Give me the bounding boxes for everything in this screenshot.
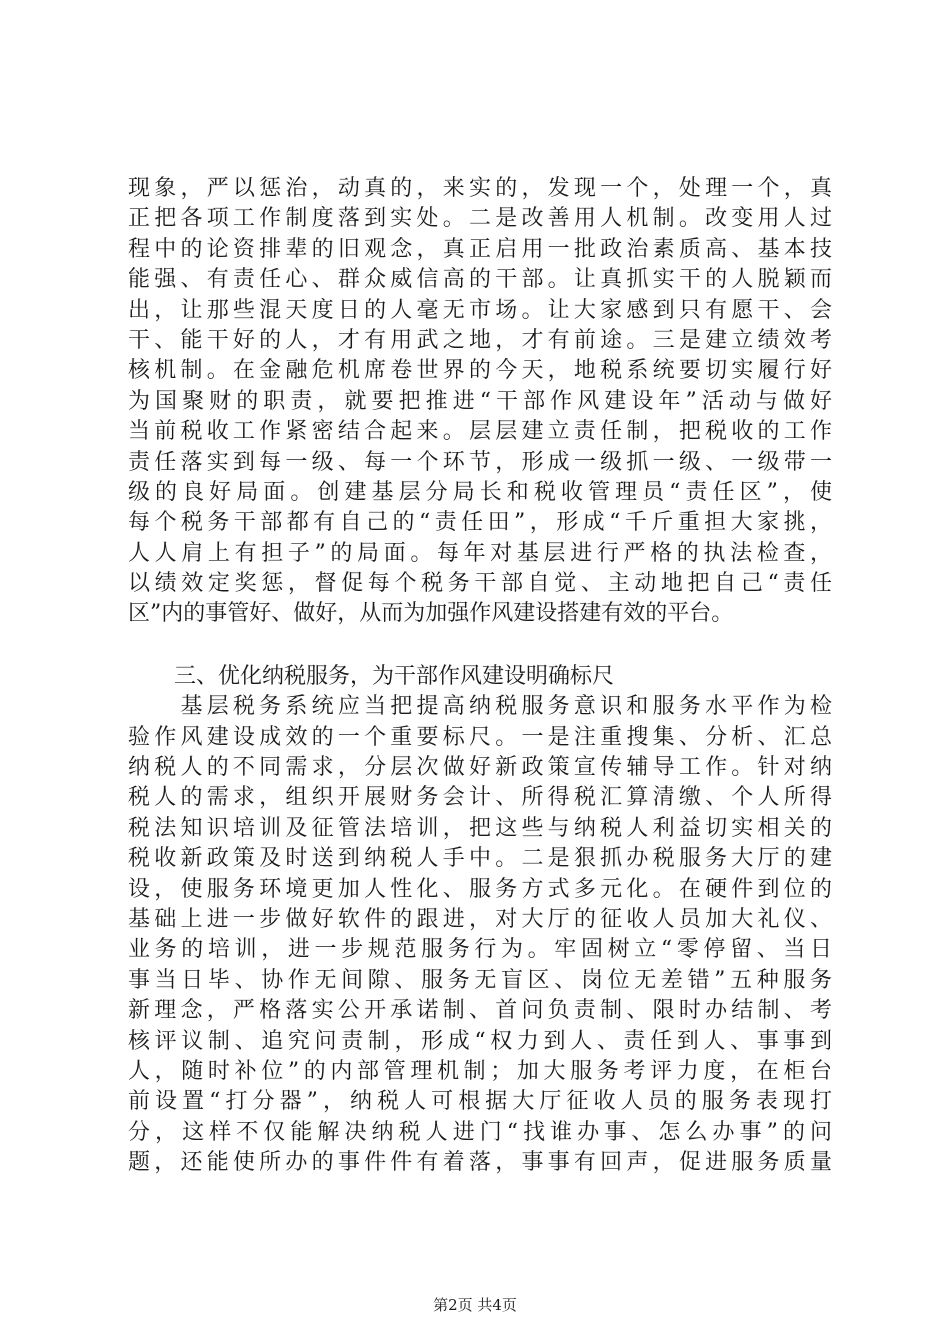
paragraph-tax-service: [128, 692, 832, 1178]
text-line: 基础上进一步做好软件的跟进，对大厅的征收人员加大礼仪、: [128, 906, 832, 932]
text-line: 人人肩上有担子”的局面。每年对基层进行严格的执法检查，: [128, 540, 832, 566]
text-line: 税人的需求，组织开展财务会计、所得税汇算清缴、个人所得: [128, 785, 832, 811]
text-line: 每个税务干部都有自己的“责任田”，形成“千斤重担大家挑，: [128, 510, 832, 536]
text-line: 业务的培训，进一步规范服务行为。牢固树立“零停留、当日: [128, 937, 832, 963]
text-line: 正把各项工作制度落到实处。二是改善用人机制。改变用人过: [128, 206, 832, 232]
text-line: 程中的论资排辈的旧观念，真正启用一批政治素质高、基本技: [128, 236, 832, 262]
text-line: 责任落实到每一级、每一个环节，形成一级抓一级、一级带一: [128, 449, 832, 475]
text-line: 级的良好局面。创建基层分局长和税收管理员“责任区”，使: [128, 479, 832, 505]
section-heading-text: 三、优化纳税服务，为干部作风建设明确标尺: [174, 663, 615, 689]
text-line: 为国聚财的职责，就要把推进“干部作风建设年”活动与做好: [128, 388, 832, 414]
text-line: 事当日毕、协作无间隙、服务无盲区、岗位无差错”五种服务: [128, 967, 832, 993]
text-line: 税法知识培训及征管法培训，把这些与纳税人利益切实相关的: [128, 815, 832, 841]
section-heading: [128, 662, 832, 692]
text-line: 当前税收工作紧密结合起来。层层建立责任制，把税收的工作: [128, 419, 832, 445]
text-line: 设，使服务环境更加人性化、服务方式多元化。在硬件到位的: [128, 876, 832, 902]
text-line: 区”内的事管好、做好，从而为加强作风建设搭建有效的平台。: [128, 601, 734, 627]
text-line: 核评议制、追究问责制，形成“权力到人、责任到人、事事到: [128, 1028, 832, 1054]
document-body: [128, 174, 832, 1179]
text-line: 新理念，严格落实公开承诺制、首问负责制、限时办结制、考: [128, 998, 832, 1024]
paragraph-work-mechanism: [128, 174, 832, 630]
text-line: 现象，严以惩治，动真的，来实的，发现一个，处理一个，真: [128, 176, 832, 201]
paragraph-gap: [128, 630, 832, 662]
text-line: 基层税务系统应当把提高纳税服务意识和服务水平作为检: [128, 694, 832, 720]
text-line: 前设置“打分器”，纳税人可根据大厅征收人员的服务表现打: [128, 1089, 832, 1115]
text-line: 税收新政策及时送到纳税人手中。二是狠抓办税服务大厅的建: [128, 846, 832, 872]
page-number: 第2页 共4页: [433, 1296, 517, 1314]
text-line: 核机制。在金融危机席卷世界的今天，地税系统要切实履行好: [128, 358, 832, 384]
text-line: 纳税人的不同需求，分层次做好新政策宣传辅导工作。针对纳: [128, 755, 832, 781]
text-line: 干、能干好的人，才有用武之地，才有前途。三是建立绩效考: [128, 327, 832, 353]
text-line: 出，让那些混天度日的人毫无市场。让大家感到只有愿干、会: [128, 297, 832, 323]
text-line: 题，还能使所办的事件件有着落，事事有回声，促进服务质量: [128, 1150, 832, 1176]
text-line: 以绩效定奖惩，督促每个税务干部自觉、主动地把自己“责任: [128, 571, 832, 597]
text-line: 人，随时补位”的内部管理机制；加大服务考评力度，在柜台: [128, 1058, 832, 1084]
text-line: 验作风建设成效的一个重要标尺。一是注重搜集、分析、汇总: [128, 724, 832, 750]
text-line: 分，这样不仅能解决纳税人进门“找谁办事、怎么办事”的问: [128, 1119, 832, 1145]
text-line: 能强、有责任心、群众威信高的干部。让真抓实干的人脱颖而: [128, 267, 832, 293]
